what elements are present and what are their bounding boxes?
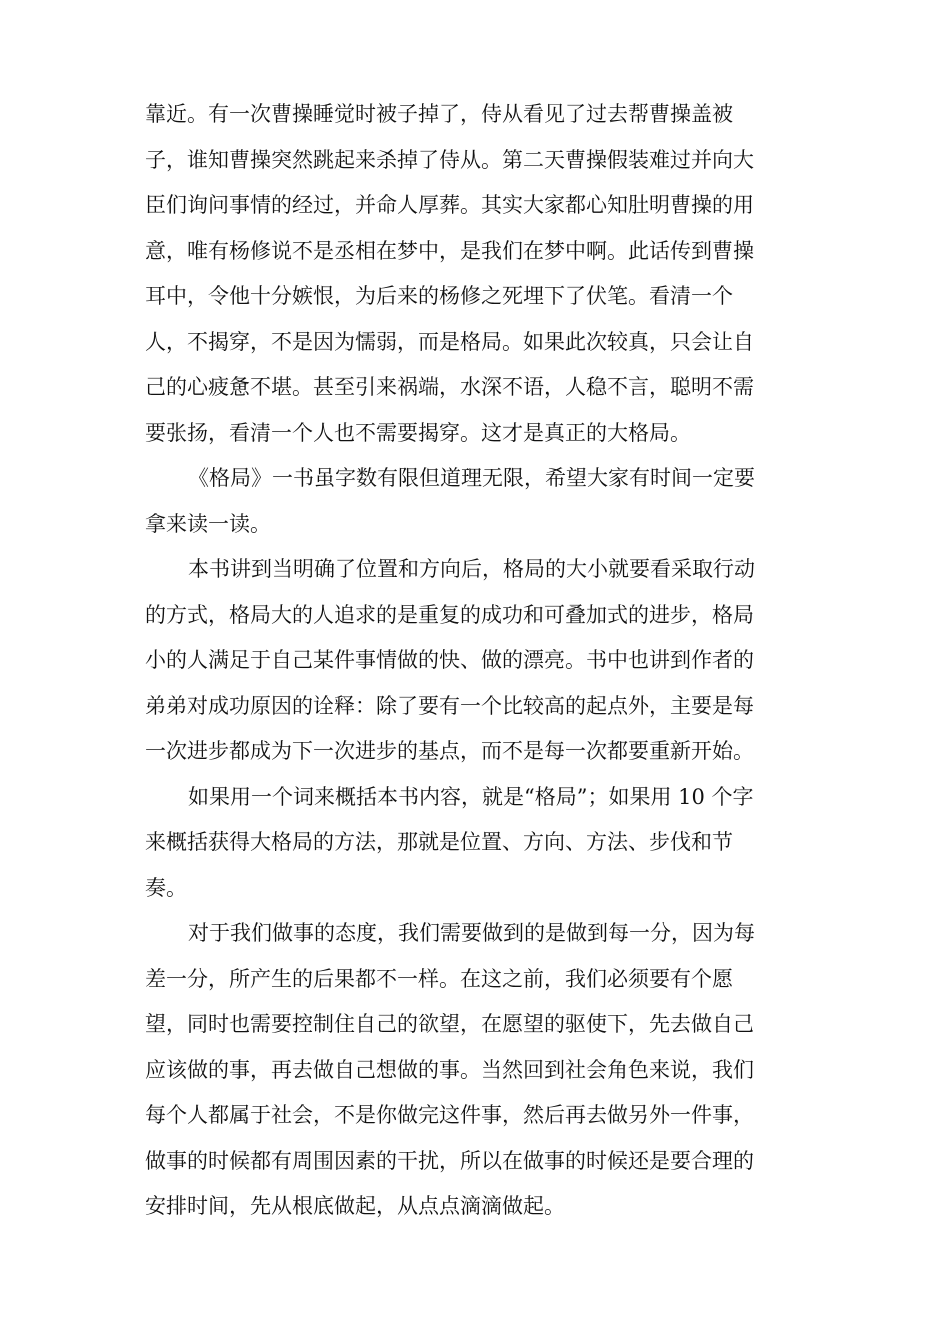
text-line: 靠近。有一次曹操睡觉时被子掉了，侍从看见了过去帮曹操盖被 — [145, 102, 733, 126]
text-line: 对于我们做事的态度，我们需要做到的是做到每一分，因为每 — [188, 921, 755, 945]
text-line: 来概括获得大格局的方法，那就是位置、方向、方法、步伐和节 — [145, 830, 733, 854]
text-line: 己的心疲惫不堪。甚至引来祸端，水深不语，人稳不言，聪明不需 — [145, 375, 754, 399]
text-line: 小的人满足于自己某件事情做的快、做的漂亮。书中也讲到作者的 — [145, 648, 754, 672]
text-line: 每个人都属于社会，不是你做完这件事，然后再去做另外一件事， — [145, 1103, 754, 1127]
text-line: 本书讲到当明确了位置和方向后，格局的大小就要看采取行动 — [188, 557, 755, 581]
text-line: 要张扬，看清一个人也不需要揭穿。这才是真正的大格局。 — [145, 420, 691, 445]
text-line: 差一分，所产生的后果都不一样。在这之前，我们必须要有个愿 — [145, 966, 733, 991]
text-line: 《格局》一书虽字数有限但道理无限，希望大家有时间一定要 — [188, 466, 755, 490]
text-line: 一次进步都成为下一次进步的基点，而不是每一次都要重新开始。 — [145, 739, 754, 763]
text-line: 做事的时候都有周围因素的干扰，所以在做事的时候还是要合理的 — [145, 1148, 754, 1173]
text-line: 安排时间，先从根底做起，从点点滴滴做起。 — [145, 1194, 565, 1218]
text-line: 奏。 — [145, 875, 187, 900]
text-line: 应该做的事，再去做自己想做的事。当然回到社会角色来说，我们 — [145, 1057, 754, 1082]
text-line: 耳中，令他十分嫉恨，为后来的杨修之死埋下了伏笔。看清一个 — [145, 284, 733, 308]
text-line: 人，不揭穿，不是因为懦弱，而是格局。如果此次较真，只会让自 — [145, 329, 754, 354]
text-line: 意，唯有杨修说不是丞相在梦中，是我们在梦中啊。此话传到曹操 — [145, 238, 754, 263]
text-line: 如果用一个词来概括本书内容，就是“格局”；如果用 10 个字 — [188, 784, 754, 809]
text-line: 臣们询问事情的经过，并命人厚葬。其实大家都心知肚明曹操的用 — [145, 193, 754, 217]
body-text — [145, 92, 805, 1230]
text-line: 的方式，格局大的人追求的是重复的成功和可叠加式的进步，格局 — [145, 602, 754, 627]
text-line: 望，同时也需要控制住自己的欲望，在愿望的驱使下，先去做自己 — [145, 1012, 754, 1036]
text-line: 弟弟对成功原因的诠释：除了要有一个比较高的起点外，主要是每 — [145, 693, 754, 718]
text-line: 拿来读一读。 — [145, 511, 271, 536]
text-line: 子，谁知曹操突然跳起来杀掉了侍从。第二天曹操假装难过并向大 — [145, 147, 754, 172]
